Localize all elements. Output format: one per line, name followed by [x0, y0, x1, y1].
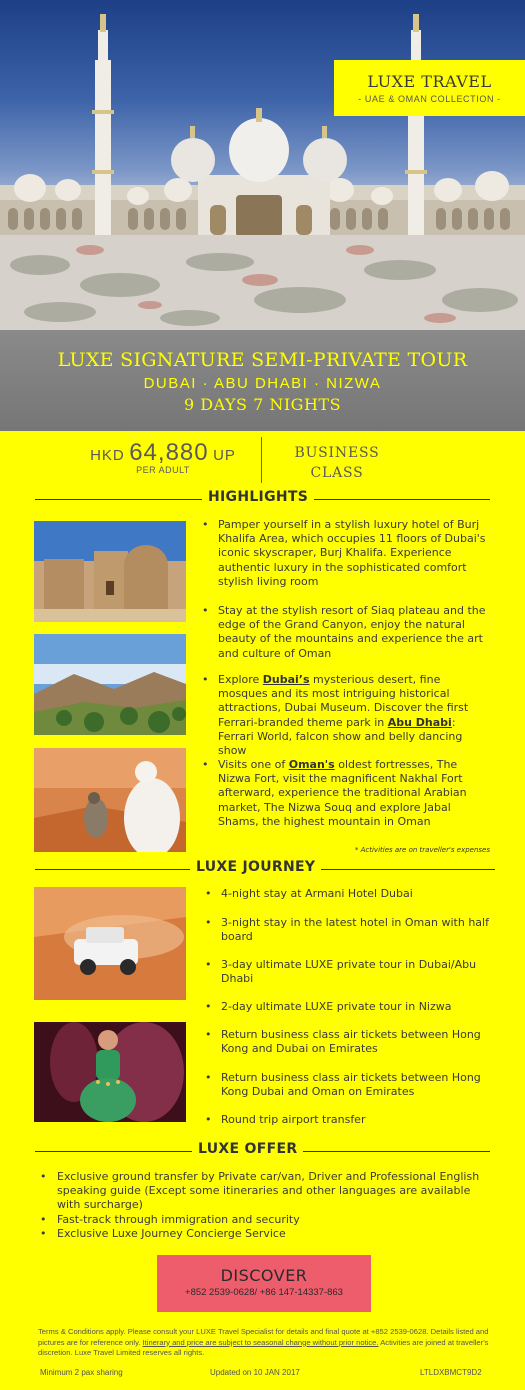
- journey-item: • 3-day ultimate LUXE private tour in Dubai/Abu Dhabi: [205, 958, 490, 986]
- price-block: [0, 431, 525, 491]
- dubai-link[interactable]: Dubai’s: [262, 673, 310, 686]
- product-code: LTLDXBMCT9D2: [420, 1368, 482, 1377]
- travel-class: [282, 443, 392, 483]
- highlights-list: [202, 518, 490, 838]
- journey-item: • Return business class air tickets between Hong Kong Dubai and Oman on Emirates: [205, 1071, 490, 1099]
- offer-header: [0, 1141, 525, 1161]
- photo-oman-fort: [34, 521, 186, 622]
- offer-item: • Exclusive Luxe Journey Concierge Service: [40, 1227, 490, 1241]
- highlights-header: [0, 489, 525, 509]
- photo-falconer: [34, 748, 186, 852]
- hero-image-mosque: [0, 0, 525, 330]
- brand-subtitle: - UAE & OMAN COLLECTION -: [358, 94, 501, 104]
- journey-item: • 4-night stay at Armani Hotel Dubai: [205, 887, 490, 901]
- tour-title: LUXE SIGNATURE SEMI-PRIVATE TOUR: [57, 349, 468, 371]
- price-change-notice: Itinerary and price are subject to seasonal change without prior notice.: [142, 1337, 379, 1347]
- highlight-item: • Visits one of Oman's oldest fortresses, The Nizwa Fort, visit the magnificent Nakhal Fort afterward, experience the traditional Arabian market, The Nizwa Souq and explore Jabal Shams, the highest mountain in Oman: [202, 758, 490, 829]
- activities-note: * Activities are on traveller's expenses: [354, 846, 490, 854]
- offer-heading: LUXE OFFER: [192, 1141, 303, 1157]
- min-pax: Minimum 2 pax sharing: [40, 1368, 123, 1377]
- photo-desert-suv: [34, 887, 186, 1000]
- price-divider: [261, 437, 262, 483]
- price-suffix: UP: [213, 447, 236, 464]
- oman-link[interactable]: Oman's: [288, 758, 335, 771]
- travel-class-line2: CLASS: [310, 465, 364, 481]
- price-currency: HKD: [90, 447, 125, 464]
- journey-heading: LUXE JOURNEY: [190, 859, 321, 875]
- discover-button[interactable]: [157, 1255, 371, 1312]
- highlight-item: • Pamper yourself in a stylish luxury hotel of Burj Khalifa Area, which occupies 11 floors of Dubai's iconic skyscraper, Burj Khalifa. Experience authentic luxury in the sophisticated comfort stylish living room: [202, 518, 490, 589]
- highlight-item: • Explore Dubai’s mysterious desert, fine mosques and its most intriguing historical attractions, Dubai Museum. Discover the first Ferrari-branded theme park in Abu Dhabi: Ferrari World, falcon show and belly dancing show: [202, 673, 490, 758]
- journey-item: • 3-night stay in the latest hotel in Oman with half board: [205, 916, 490, 944]
- brand-title: LUXE TRAVEL: [367, 72, 492, 91]
- travel-class-line1: BUSINESS: [294, 445, 380, 461]
- photo-belly-dancer: [34, 1022, 186, 1122]
- price-amount-group: [68, 439, 258, 475]
- tour-banner: [0, 330, 525, 431]
- highlights-heading: HIGHLIGHTS: [202, 489, 314, 505]
- brand-box: [334, 60, 525, 116]
- offer-item: • Exclusive ground transfer by Private car/van, Driver and Professional English speaking guide (Except some itineraries and other languages are available with surcharge): [40, 1170, 490, 1213]
- journey-item: • Round trip airport transfer: [205, 1113, 490, 1127]
- mosque-illustration: [0, 0, 525, 330]
- photo-oman-mountains: [34, 634, 186, 735]
- price-per-adult: PER ADULT: [136, 465, 190, 475]
- updated-date: Updated on 10 JAN 2017: [210, 1368, 300, 1377]
- highlight-item: • Stay at the stylish resort of Siaq plateau and the edge of the Grand Canyon, enjoy the natural beauty of the mountains and experience the art and culture of Oman: [202, 604, 490, 661]
- abu-dhabi-link[interactable]: Abu Dhabi: [387, 715, 452, 729]
- terms-text: Terms & Conditions apply. Please consult your LUXE Travel Specialist for details and final quote at +852 2539-0628. Details listed and pictures are for reference only. Itinerary and price are subject to seasonal change without prior notice. Activities are joined at traveller's discretion. Luxe Travel Limited reserves all rights.: [38, 1327, 489, 1358]
- journey-item: • Return business class air tickets between Hong Kong and Dubai on Emirates: [205, 1028, 490, 1056]
- journey-list: [205, 887, 490, 1132]
- journey-header: [0, 859, 525, 879]
- tour-cities: DUBAI · ABU DHABI · NIZWA: [143, 375, 382, 392]
- journey-item: • 2-day ultimate LUXE private tour in Nizwa: [205, 1000, 490, 1014]
- tour-duration: 9 DAYS 7 NIGHTS: [183, 395, 342, 414]
- offer-list: [40, 1170, 490, 1241]
- contact-phones: +852 2539-0628/ +86 147-14337-863: [185, 1287, 343, 1298]
- discover-label: DISCOVER: [220, 1266, 308, 1285]
- offer-item: • Fast-track through immigration and security: [40, 1213, 490, 1227]
- price-amount: 64,880: [129, 439, 209, 466]
